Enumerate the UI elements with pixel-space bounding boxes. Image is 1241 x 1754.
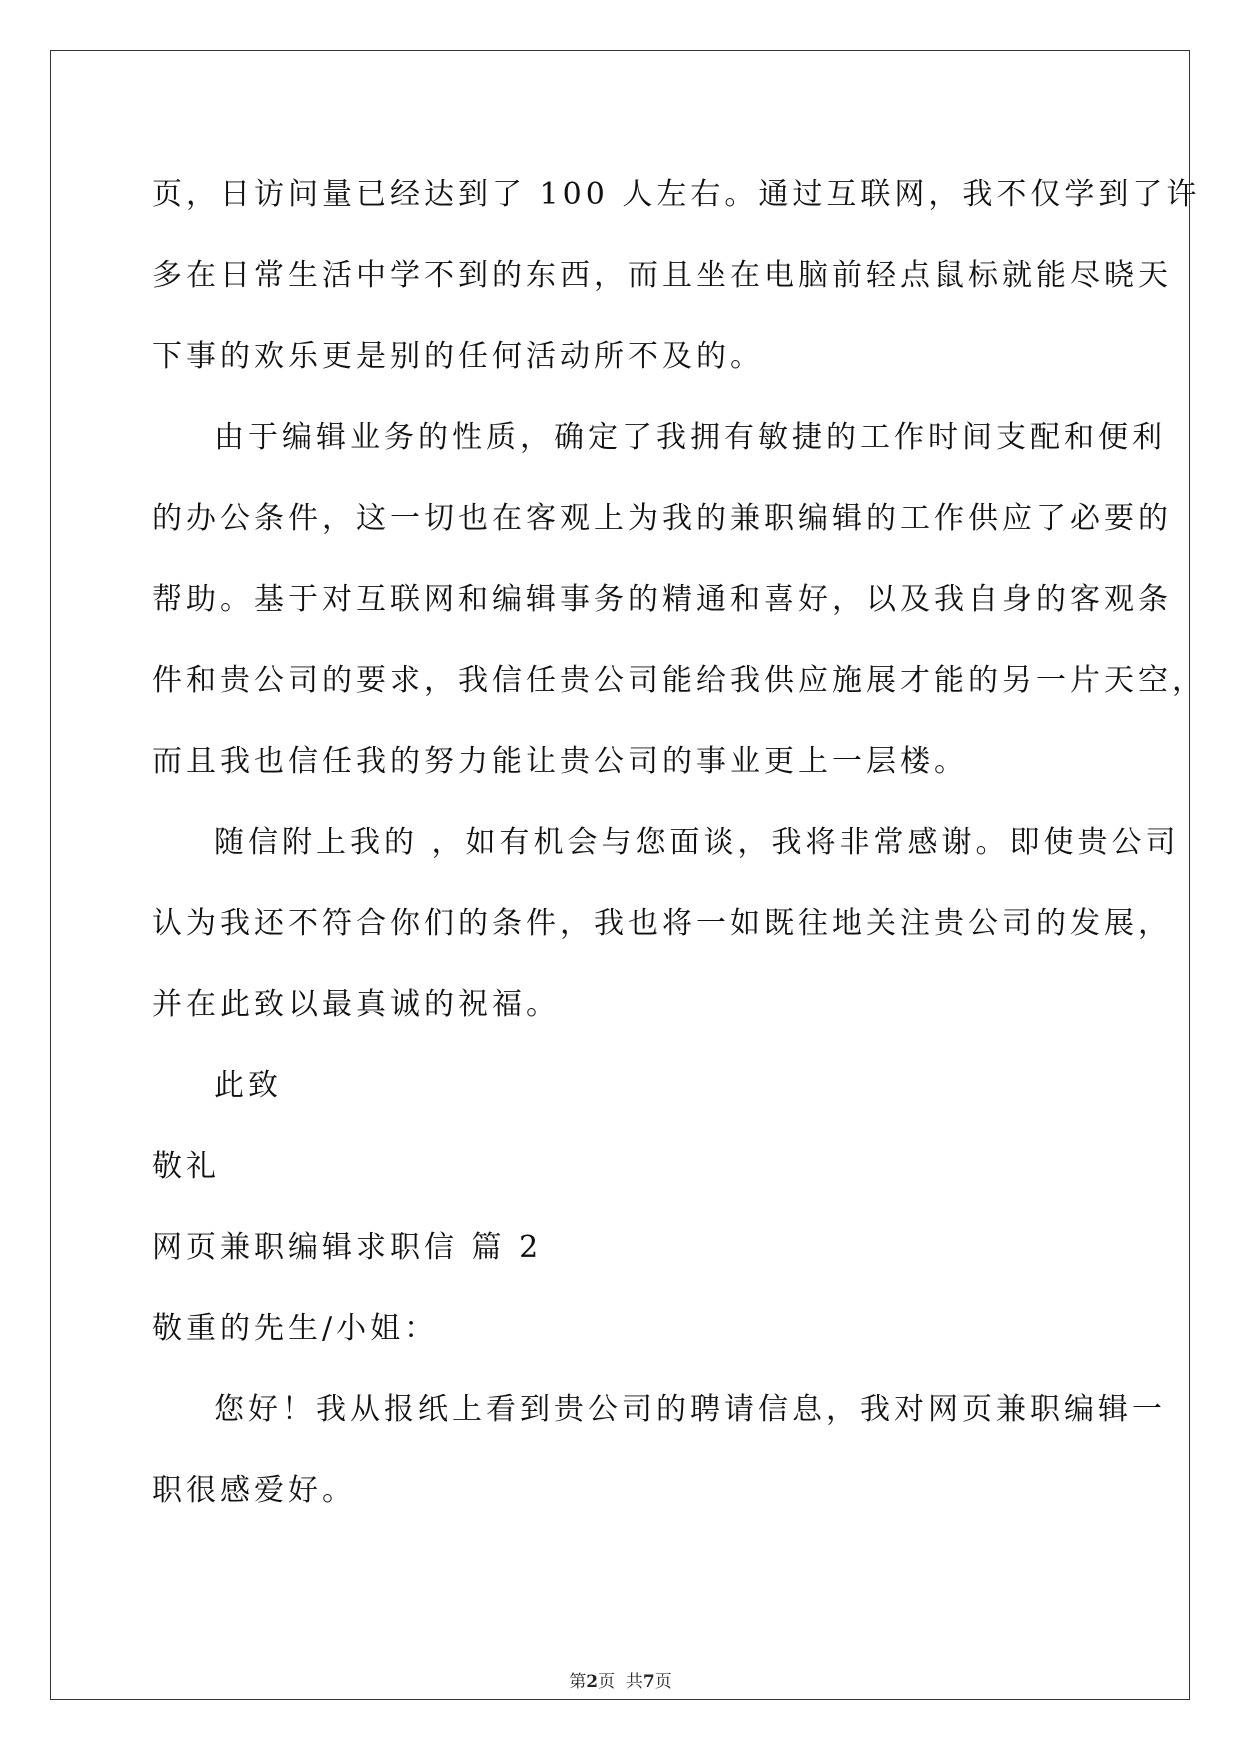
text-line: 由于编辑业务的性质，确定了我拥有敏捷的工作时间支配和便利 [214, 420, 1166, 455]
text-line: 下事的欢乐更是别的任何活动所不及的。 [152, 339, 764, 374]
footer-prefix: 第 [569, 1672, 587, 1692]
text-line: 的办公条件，这一切也在客观上为我的兼职编辑的工作供应了必要的 [152, 501, 1172, 536]
footer-middle: 页 共 [598, 1672, 643, 1692]
closing-regards: 敬礼 [152, 1149, 220, 1184]
text-line: 您好！我从报纸上看到贵公司的聘请信息，我对网页兼职编辑一 [214, 1392, 1166, 1427]
text-line: 帮助。基于对互联网和编辑事务的精通和喜好，以及我自身的客观条 [152, 582, 1172, 617]
text-line: 职很感爱好。 [152, 1473, 356, 1508]
document-body [152, 165, 1206, 1542]
total-page-number: 7 [642, 1672, 655, 1692]
text-line: 而且我也信任我的努力能让贵公司的事业更上一层楼。 [152, 744, 968, 779]
text-line: 页，日访问量已经达到了 100 人左右。通过互联网，我不仅学到了许 [152, 177, 1201, 212]
page-footer [0, 1667, 1241, 1692]
greeting: 敬重的先生/小姐： [152, 1311, 439, 1346]
current-page-number: 2 [586, 1672, 599, 1692]
text-line: 随信附上我的 ，如有机会与您面谈，我将非常感谢。即使贵公司 [214, 825, 1180, 860]
text-line: 认为我还不符合你们的条件，我也将一如既往地关注贵公司的发展， [152, 906, 1172, 941]
section-heading: 网页兼职编辑求职信 篇 2 [152, 1230, 543, 1265]
text-line: 并在此致以最真诚的祝福。 [152, 987, 560, 1022]
footer-suffix: 页 [654, 1672, 672, 1692]
closing-salutation: 此致 [214, 1068, 282, 1103]
text-line: 件和贵公司的要求，我信任贵公司能给我供应施展才能的另一片天空， [152, 663, 1206, 698]
text-line: 多在日常生活中学不到的东西，而且坐在电脑前轻点鼠标就能尽晓天 [152, 258, 1172, 293]
